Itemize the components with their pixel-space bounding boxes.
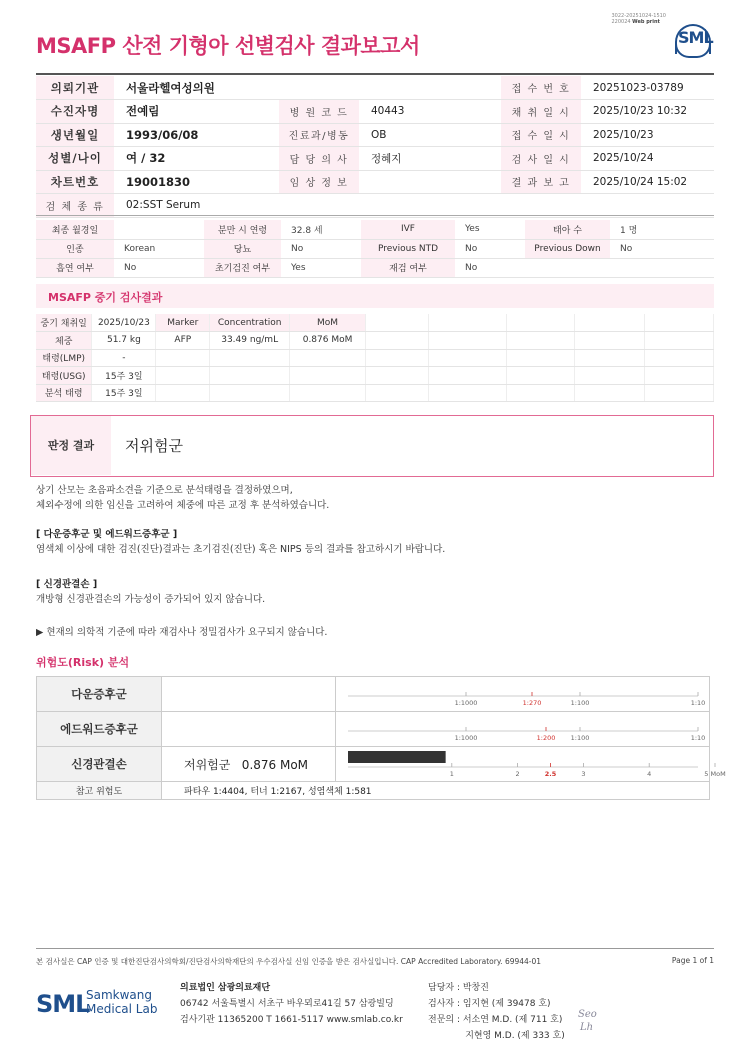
clinical-label: 당뇨	[204, 239, 281, 258]
interpretation-note: 상기 산모는 초음파소견을 기준으로 분석태령을 결정하였으며, 체외수정에 의한 임신을 고려하여 체중에 따른 교정 후 분석하였습니다.	[36, 485, 330, 511]
info-label: 병 원 코 드	[279, 100, 359, 124]
info-value: 여 / 32	[114, 147, 279, 171]
ntd-mom-bar	[348, 751, 446, 763]
info-value: OB	[359, 123, 501, 147]
clinical-value: Korean	[114, 239, 204, 258]
clinical-label: 인종	[36, 239, 114, 258]
down-tick-label: 1:1000	[454, 699, 478, 707]
info-label	[279, 76, 359, 100]
clinical-value: Yes	[281, 258, 361, 277]
clinical-label: 흡연 여부	[36, 258, 114, 277]
clinical-row	[36, 239, 714, 258]
edwards-tick-label: 1:10	[690, 734, 706, 742]
ntd-tick-label: 5 MoM	[704, 770, 726, 778]
clinical-value: 1 명	[610, 220, 714, 239]
info-value: 정혜지	[359, 147, 501, 171]
info-value: 2025/10/23 10:32	[581, 100, 714, 124]
cell-label: 중기 채취일	[36, 314, 92, 332]
cell-value: 15주 3일	[92, 384, 156, 402]
cell-value: 51.7 kg	[92, 332, 156, 350]
info-label: 결 과 보 고	[501, 170, 581, 194]
col-header: Marker	[156, 314, 210, 332]
clinical-value: 32.8 세	[281, 220, 361, 239]
sml-logo: SML	[674, 24, 714, 58]
clinical-label: Previous Down	[525, 239, 610, 258]
info-value: 40443	[359, 100, 501, 124]
patient-info-table	[36, 76, 714, 218]
ntd-tick-label: 1	[449, 770, 454, 778]
clinical-row	[36, 258, 714, 277]
judgement-box	[30, 415, 714, 477]
cell-value: AFP	[156, 332, 210, 350]
report-title: MSAFP 산전 기형아 선별검사 결과보고서	[36, 34, 420, 58]
clinical-value: No	[114, 258, 204, 277]
info-label: 수진자명	[36, 100, 114, 124]
info-label: 성별/나이	[36, 147, 114, 171]
cell-value: 15주 3일	[92, 367, 156, 385]
info-label: 접 수 번 호	[501, 76, 581, 100]
lab-address: 의료법인 삼광의료재단 06742 서울특별시 서초구 바우뫼로41길 57 삼광빌딩 검사기관 11365200 T 1661-5117 www.smlab.co.kr	[180, 983, 403, 1025]
down-risk-scale-svg	[336, 677, 708, 707]
clinical-value: No	[455, 258, 525, 277]
info-label: 검 체 종 류	[36, 194, 114, 218]
edwards-tick-label: 1:200	[536, 734, 556, 742]
print-code: 3022-20251024-1510 220024 Web print	[611, 13, 666, 25]
down-tick-label: 1:100	[570, 699, 590, 707]
info-value: 2025/10/23	[581, 123, 714, 147]
clinical-info-table	[36, 220, 714, 278]
specimen-row	[36, 194, 714, 218]
info-row	[36, 76, 714, 100]
info-row	[36, 147, 714, 171]
lab-staff: 담당자 : 박창진 검사자 : 임지현 (제 39478 호) 전문의 : 서소연 M.D. (제 711 호) 지현영 M.D. (제 333 호)	[428, 983, 565, 1041]
clinical-label: 태아 수	[525, 220, 610, 239]
info-label: 검 사 일 시	[501, 147, 581, 171]
cell-label: 분석 태령	[36, 384, 92, 402]
down-tick-label: 1:10	[690, 699, 706, 707]
accreditation-note: 본 검사실은 CAP 인증 및 대한진단검사의학회/진단검사의학재단의 우수검사실 신임 인증을 받은 검사실입니다. CAP Accredited Laboratory. 69944-01	[36, 957, 542, 966]
ntd-tick-label: 2.5	[544, 770, 557, 778]
cell-value: 33.49 ng/mL	[210, 332, 290, 350]
risk-table	[36, 676, 726, 800]
clinical-value: No	[610, 239, 714, 258]
clinical-label: 초기검진 여부	[204, 258, 281, 277]
recommendation-note: ▶ 현재의 의학적 기준에 따라 재검사나 정밀검사가 요구되지 않습니다.	[36, 627, 328, 638]
info-value: 02:SST Serum	[114, 194, 714, 218]
judgement-value: 저위험군	[125, 437, 183, 455]
clinical-label: 분만 시 연령	[204, 220, 281, 239]
risk-scale-edwards	[336, 712, 710, 747]
info-label: 담 당 의 사	[279, 147, 359, 171]
clinical-value: Yes	[455, 220, 525, 239]
result-table	[36, 314, 366, 402]
cell-label: 태령(LMP)	[36, 349, 92, 367]
info-value: 서울라헬여성의원	[114, 76, 279, 100]
cell-value: -	[92, 349, 156, 367]
ref-risk-label: 참고 위험도	[37, 782, 162, 800]
cell-label: 태령(USG)	[36, 367, 92, 385]
ntd-mom-chart	[336, 747, 726, 778]
cell-value: 0.876 MoM	[290, 332, 366, 350]
info-label: 임 상 정 보	[279, 170, 359, 194]
clinical-label: 최종 월경일	[36, 220, 114, 239]
info-value: 전예림	[114, 100, 279, 124]
info-value: 1993/06/08	[114, 123, 279, 147]
clinical-row	[36, 220, 714, 239]
info-row	[36, 100, 714, 124]
ntd-tick-label: 2	[515, 770, 520, 778]
section-header: MSAFP 중기 검사결과	[36, 284, 714, 308]
page-number: Page 1 of 1	[671, 956, 714, 965]
info-label: 차트번호	[36, 170, 114, 194]
judgement-label: 판정 결과	[31, 416, 111, 475]
clinical-value	[610, 258, 714, 277]
clinical-value	[114, 220, 204, 239]
ntd-note: [ 신경관결손 ] 개방형 신경관결손의 가능성이 증가되어 있지 않습니다.	[36, 579, 266, 605]
down-edwards-note: [ 다운증후군 및 에드워드증후군 ] 염색체 이상에 대한 검진(진단)결과는 초기검진(진단) 혹은 NIPS 등의 결과를 참고하시기 바랍니다.	[36, 529, 446, 555]
edwards-tick-label: 1:100	[570, 734, 590, 742]
samkwang-logo: SML Samkwang Medical Lab	[36, 988, 158, 1018]
info-value: 2025/10/24 15:02	[581, 170, 714, 194]
risk-section-title: 위험도(Risk) 분석	[36, 656, 130, 669]
title-divider	[36, 73, 714, 75]
info-label: 의뢰기관	[36, 76, 114, 100]
risk-value-ntd: 저위험군 0.876 MoM	[162, 747, 336, 782]
signature: Seo Lh	[578, 1009, 597, 1033]
clinical-label: IVF	[361, 220, 455, 239]
risk-label-down: 다운증후군	[37, 677, 162, 712]
edwards-risk-scale-svg	[336, 712, 708, 742]
clinical-label: 재검 여부	[361, 258, 455, 277]
info-row	[36, 170, 714, 194]
clinical-value: No	[455, 239, 525, 258]
info-label: 진료과/병동	[279, 123, 359, 147]
info-value	[359, 76, 501, 100]
clinical-label: Previous NTD	[361, 239, 455, 258]
result-table-empty	[348, 314, 714, 402]
info-label: 생년월일	[36, 123, 114, 147]
info-value: 20251023-03789	[581, 76, 714, 100]
clinical-value: No	[281, 239, 361, 258]
risk-label-ntd: 신경관결손	[37, 747, 162, 782]
cell-label: 체중	[36, 332, 92, 350]
clinical-label	[525, 258, 610, 277]
risk-label-edwards: 에드워드증후군	[37, 712, 162, 747]
cell-value: 2025/10/23	[92, 314, 156, 332]
down-tick-label: 1:270	[522, 699, 542, 707]
info-label: 채 취 일 시	[501, 100, 581, 124]
risk-scale-ntd	[336, 747, 726, 782]
edwards-tick-label: 1:1000	[454, 734, 478, 742]
info-label: 접 수 일 시	[501, 123, 581, 147]
col-header: MoM	[290, 314, 366, 332]
info-row	[36, 123, 714, 147]
info-value: 19001830	[114, 170, 279, 194]
info-value	[359, 170, 501, 194]
risk-scale-down	[336, 677, 710, 712]
col-header: Concentration	[210, 314, 290, 332]
ntd-tick-label: 4	[647, 770, 652, 778]
ntd-tick-label: 3	[581, 770, 586, 778]
ref-risk-value: 파타우 1:4404, 터너 1:2167, 성염색체 1:581	[162, 782, 710, 800]
info-value: 2025/10/24	[581, 147, 714, 171]
